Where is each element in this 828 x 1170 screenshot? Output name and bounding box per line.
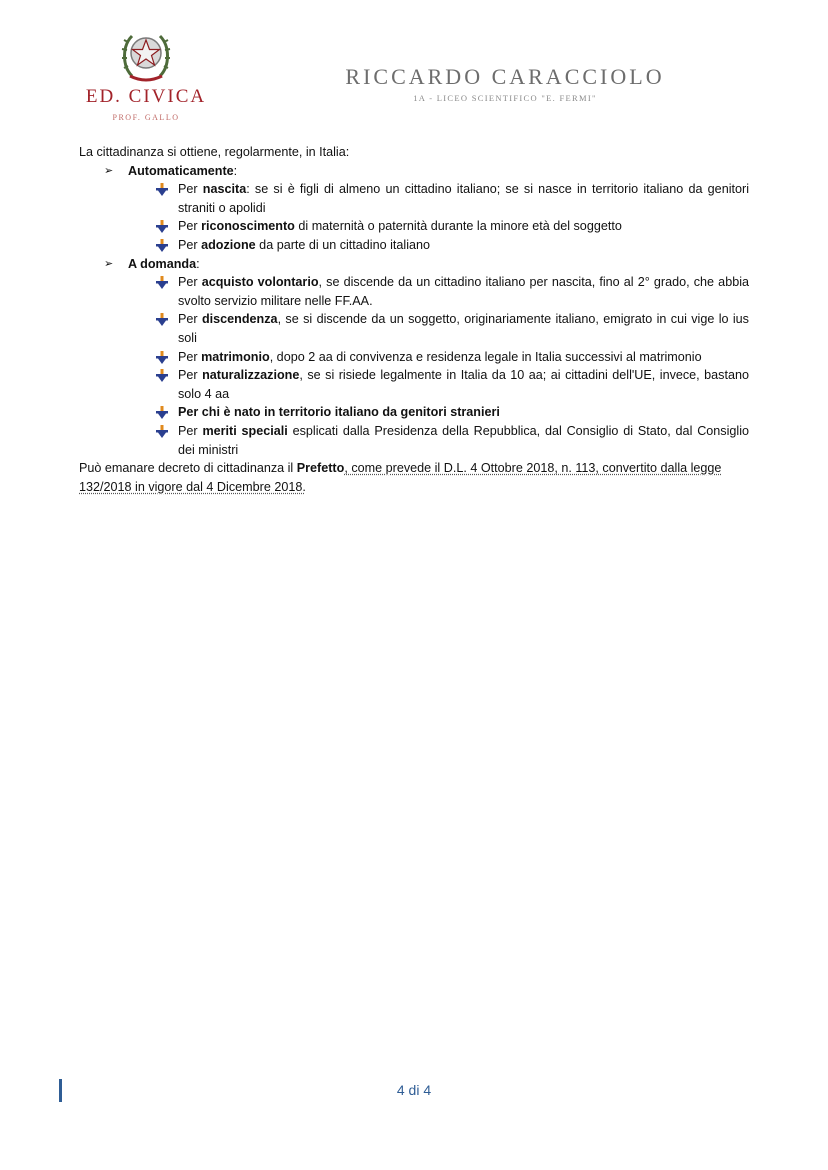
- item-bold: Per chi è nato in territorio italiano da genitori stranieri: [178, 405, 500, 420]
- item-bold: acquisto volontario: [201, 275, 319, 290]
- item-pre: Per: [178, 423, 203, 438]
- item-bold: discendenza: [201, 312, 278, 327]
- list-item: [154, 273, 749, 310]
- author-name: RICCARDO CARACCIOLO: [345, 64, 665, 89]
- item-bold: adozione: [201, 237, 256, 252]
- author-block: [330, 64, 680, 103]
- document-body: [79, 143, 749, 496]
- item-pre: Per: [178, 219, 202, 234]
- outro-post: , come prevede il D.L. 4 Ottobre 2018, n. 113, convertito dalla legge 132/2018 in vigore dal 4 Dicembre 2018.: [79, 461, 722, 494]
- list-item: [154, 310, 749, 347]
- item-pre: Per: [178, 275, 202, 290]
- author-subtitle: 1A - LICEO SCIENTIFICO "E. FERMI": [413, 93, 597, 103]
- heading-colon: :: [196, 256, 200, 271]
- page-number: 4 di 4: [396, 1082, 432, 1098]
- pointing-hand-down-icon: [156, 276, 168, 289]
- list-item: [154, 236, 749, 255]
- citizenship-methods-list: [79, 162, 749, 460]
- item-pre: Per: [178, 237, 202, 252]
- brand-subtitle: PROF. GALLO: [112, 113, 180, 122]
- item-bold: naturalizzazione: [202, 368, 300, 383]
- list-item: [154, 348, 749, 367]
- item-post: , se si risiede legalmente in Italia da 10 aa; ai cittadini dell'UE, invece, bastano solo 4 aa: [178, 368, 749, 401]
- pointing-hand-down-icon: [156, 239, 168, 252]
- intro-paragraph: La cittadinanza si ottiene, regolarmente, in Italia:: [79, 145, 350, 159]
- brand-block: [80, 86, 212, 122]
- item-post: di maternità o paternità durante la minore età del soggetto: [294, 219, 622, 234]
- item-pre: Per: [178, 349, 202, 364]
- item-bold: nascita: [202, 182, 247, 197]
- heading-colon: :: [233, 163, 238, 178]
- list-item: [154, 422, 749, 459]
- item-pre: Per: [178, 312, 202, 327]
- item-post: esplicati dalla Presidenza della Repubblica, dal Consiglio di Stato, dal Consiglio dei ministri: [178, 423, 749, 457]
- section-heading: Automaticamente: [128, 163, 234, 178]
- arrow-bullet-icon: ➢: [104, 257, 114, 270]
- outro-bold: Prefetto: [296, 461, 345, 476]
- pointing-hand-down-icon: [156, 351, 168, 364]
- item-pre: Per: [178, 368, 203, 383]
- item-post: , dopo 2 aa di convivenza e residenza legale in Italia successivi al matrimonio: [269, 349, 702, 364]
- section-item: [104, 162, 749, 255]
- pointing-hand-down-icon: [156, 425, 168, 438]
- footer-bar: [59, 1079, 62, 1102]
- brand-title: ED. CIVICA: [85, 86, 207, 107]
- pointing-hand-down-icon: [156, 369, 168, 382]
- outro-paragraph: [79, 459, 749, 496]
- section-item: [104, 255, 749, 460]
- section-sublist: [128, 180, 749, 254]
- outro-pre: Può emanare decreto di cittadinanza il: [79, 461, 297, 476]
- arrow-bullet-icon: ➢: [104, 164, 114, 177]
- pointing-hand-down-icon: [156, 220, 168, 233]
- list-item: [154, 366, 749, 403]
- italian-republic-emblem-icon: [118, 26, 174, 84]
- list-item: [154, 403, 749, 422]
- item-bold: matrimonio: [201, 349, 270, 364]
- section-sublist: [128, 273, 749, 459]
- item-bold: riconoscimento: [201, 219, 295, 234]
- pointing-hand-down-icon: [156, 406, 168, 419]
- list-item: [154, 180, 749, 217]
- section-heading: A domanda: [128, 256, 197, 271]
- item-pre: Per: [178, 182, 203, 197]
- pointing-hand-down-icon: [156, 183, 168, 196]
- item-post: , se discende da un cittadino italiano per nascita, fino al 2° grado, che abbia svolto servizio militare nelle FF.AA.: [178, 275, 749, 308]
- list-item: [154, 217, 749, 236]
- item-post: : se si è figli di almeno un cittadino italiano; se si nasce in territorio italiano da genitori straniti o apolidi: [178, 182, 749, 215]
- pointing-hand-down-icon: [156, 313, 168, 326]
- item-post: da parte di un cittadino italiano: [255, 237, 431, 252]
- item-post: , se si discende da un soggetto, originariamente italiano, emigrato in cui vige lo ius soli: [178, 312, 749, 345]
- item-bold: meriti speciali: [202, 423, 288, 438]
